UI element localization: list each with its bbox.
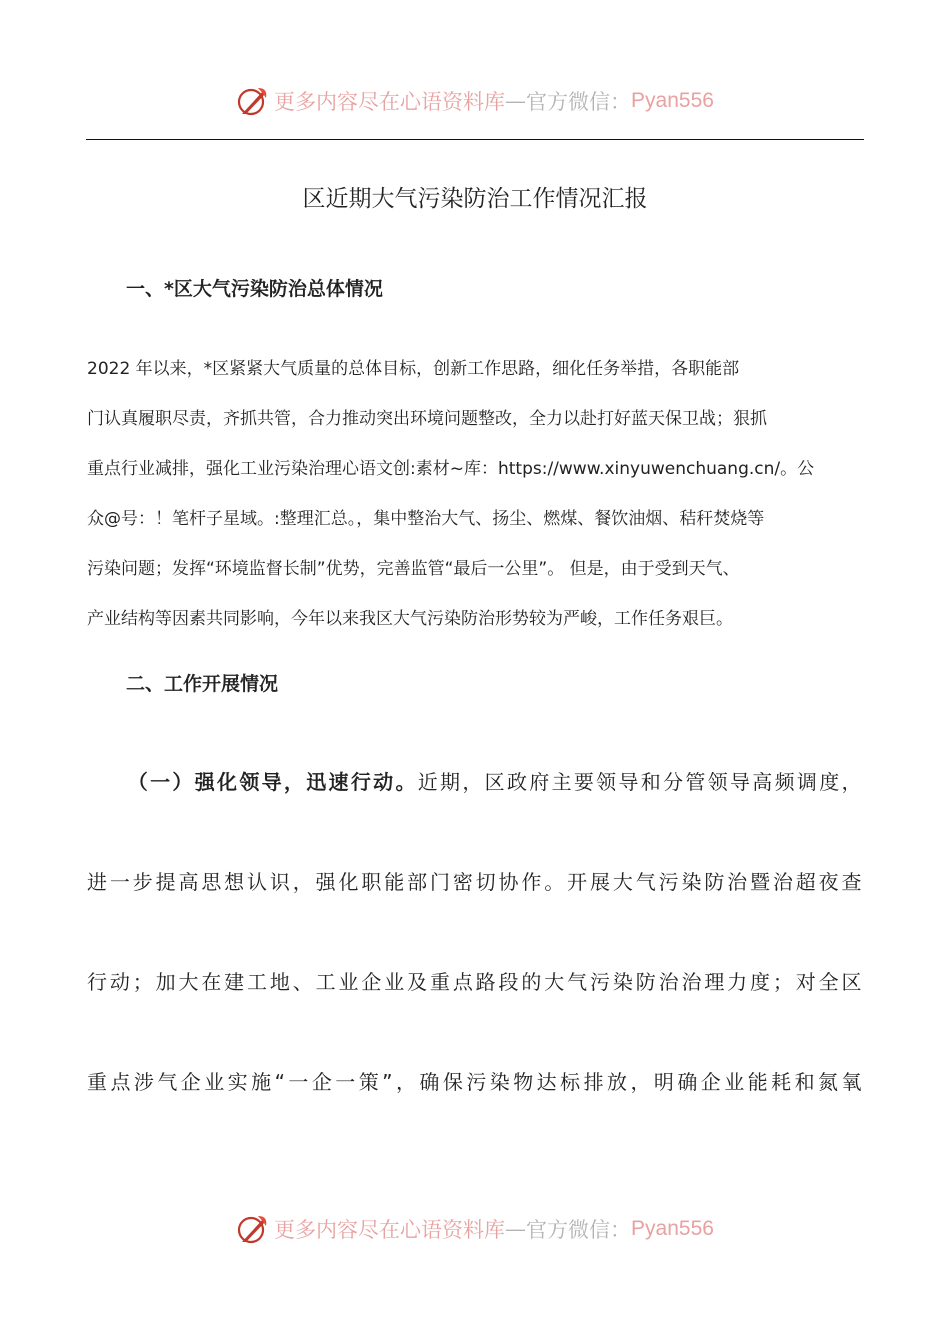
quill-logo-icon [236, 1212, 270, 1246]
brand-dash: — [505, 1217, 527, 1241]
paragraph-line: 2022 年以来，*区紧紧大气质量的总体目标，创新工作思路，细化任务举措，各职能部 [87, 359, 740, 379]
section-2-heading: 二、工作开展情况 [126, 673, 279, 695]
paragraph-line: 进一步提高思想认识，强化职能部门密切协作。开展大气污染防治暨治超夜查 [87, 870, 863, 894]
document-title: 区近期大气污染防治工作情况汇报 [302, 186, 648, 212]
section-2-paragraph [87, 732, 863, 1132]
section-1-heading: 一、*区大气污染防治总体情况 [126, 278, 383, 300]
wechat-id: Pyan556 [631, 89, 714, 112]
footer-watermark [0, 1212, 950, 1246]
header-divider [86, 139, 864, 140]
paragraph-line [87, 732, 863, 832]
paragraph-line: 门认真履职尽责，齐抓共管，合力推动突出环境问题整改，全力以赴打好蓝天保卫战；狠抓 [87, 409, 767, 429]
section-1-paragraph [87, 344, 863, 644]
wechat-label: 官方微信： [526, 1218, 632, 1242]
quill-logo-icon [236, 84, 270, 118]
paragraph-line: 行动；加大在建工地、工业企业及重点路段的大气污染防治治理力度；对全区 [87, 970, 863, 994]
wechat-id: Pyan556 [631, 1217, 714, 1240]
paragraph-line: 重点涉气企业实施“一企一策”，确保污染物达标排放，明确企业能耗和氮氧 [87, 1070, 863, 1094]
header-watermark [0, 84, 950, 118]
paragraph-line: 重点行业减排，强化工业污染治理心语文创:素材~库：https://www.xinyuwenchuang.cn/。公 [87, 459, 815, 479]
brand-slogan: 更多内容尽在心语资料库 [274, 90, 506, 114]
brand-dash: — [505, 89, 527, 113]
paragraph-text: 近期，区政府主要领导和分管领导高频调度， [417, 770, 864, 794]
subsection-lead: （一）强化领导，迅速行动。 [127, 770, 418, 794]
wechat-label: 官方微信： [526, 90, 632, 114]
brand-slogan: 更多内容尽在心语资料库 [274, 1218, 506, 1242]
paragraph-line: 众@号：！笔杆子星域。:整理汇总。，集中整治大气、扬尘、燃煤、餐饮油烟、秸秆焚烧等 [87, 509, 765, 529]
paragraph-line: 污染问题；发挥“环境监督长制”优势，完善监管“最后一公里”。 但是，由于受到天气、 [87, 559, 740, 579]
paragraph-line: 产业结构等因素共同影响，今年以来我区大气污染防治形势较为严峻，工作任务艰巨。 [87, 609, 733, 629]
